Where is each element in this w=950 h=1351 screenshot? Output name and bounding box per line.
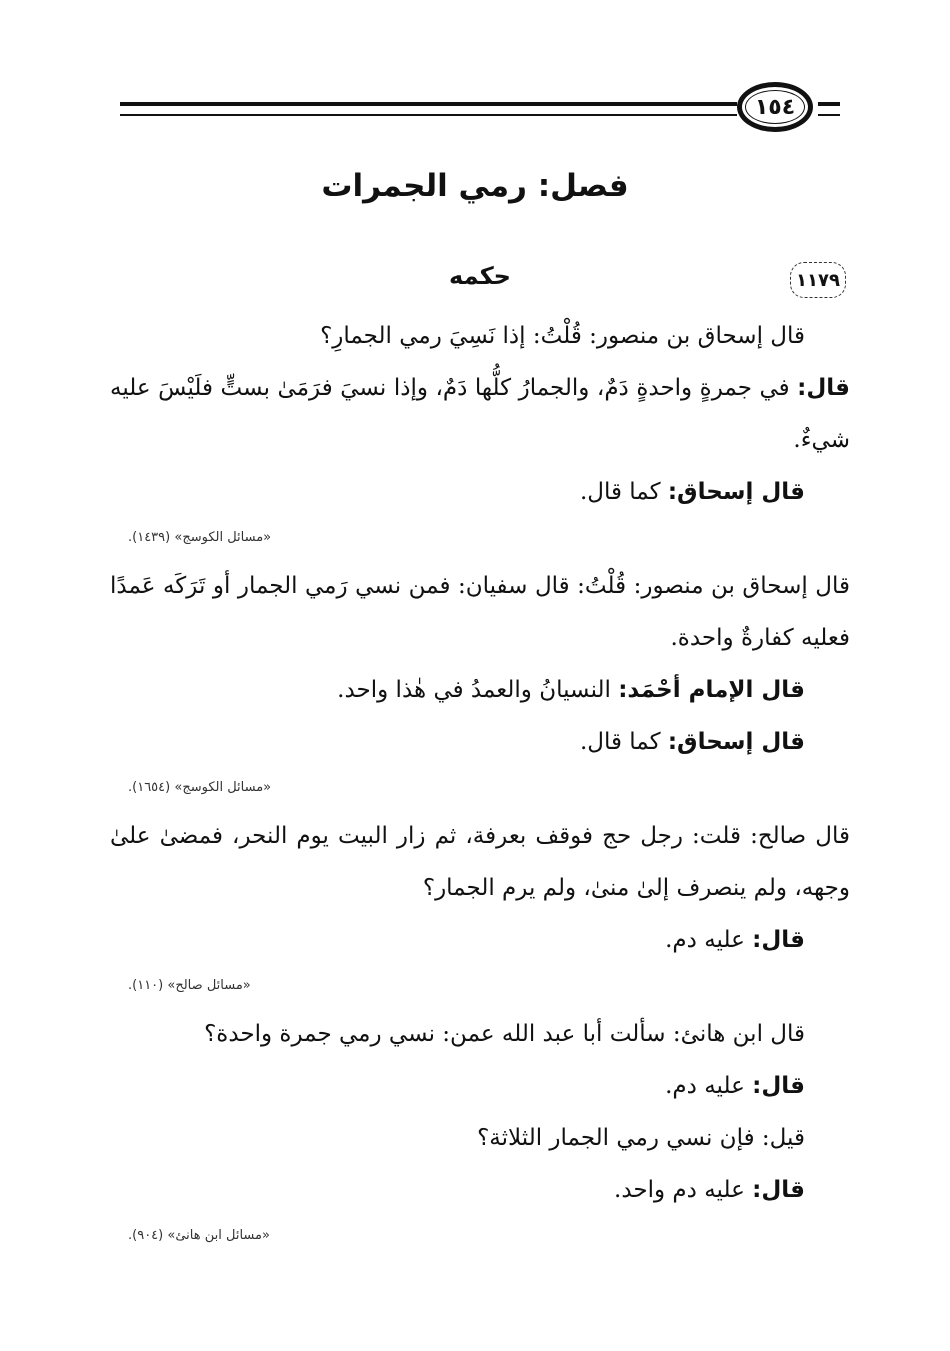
paragraph [110, 1112, 850, 1164]
chapter-title: فصل: رمي الجمرات [321, 168, 629, 204]
paragraph-text: قال ابن هانئ: سألت أبا عبد الله عمن: نسي رمي جمرة واحدة؟ [204, 1021, 805, 1047]
paragraph [110, 560, 850, 664]
speaker-label: قال: [752, 1177, 805, 1203]
source-citation: «مسائل الكوسج» (١٦٥٤). [128, 780, 272, 795]
speaker-label: قال إسحاق: [667, 729, 805, 755]
paragraph-text: عليه دم واحد. [614, 1177, 753, 1203]
header-rule-top [120, 102, 737, 106]
paragraph [110, 1164, 850, 1216]
paragraph [110, 716, 850, 768]
paragraph [110, 664, 850, 716]
source-citation: «مسائل ابن هانئ» (٩٠٤). [128, 1228, 270, 1243]
paragraph [110, 466, 850, 518]
section-subheading: حكمه [449, 262, 511, 290]
page-number-ornament [745, 90, 805, 124]
source-citation: «مسائل الكوسج» (١٤٣٩). [128, 530, 272, 545]
speaker-label: قال الإمام أحْمَد: [618, 677, 805, 703]
paragraph [110, 914, 850, 966]
header-rule-bottom-right [818, 114, 840, 116]
paragraph-text: قال صالح: قلت: رجل حج فوقف بعرفة، ثم زار البيت يوم النحر، فمضىٰ علىٰ وجهه، ولم ينصرف إلىٰ منىٰ، ولم يرم الجمار؟ [110, 823, 850, 901]
speaker-label: قال: [752, 1073, 805, 1099]
paragraph [110, 362, 850, 466]
page-number: ١٥٤ [754, 94, 796, 120]
source-citation: «مسائل صالح» (١١٠). [128, 978, 251, 993]
paragraph-text: قال إسحاق بن منصور: قُلْتُ: إذا نَسِيَ رمي الجمارِ؟ [320, 323, 805, 349]
paragraph [110, 310, 850, 362]
speaker-label: قال: [797, 375, 850, 401]
paragraph [110, 1060, 850, 1112]
paragraph-text: عليه دم. [665, 1073, 753, 1099]
paragraph-text: عليه دم. [665, 927, 753, 953]
speaker-label: قال إسحاق: [667, 479, 805, 505]
paragraph [110, 1008, 850, 1060]
page-number-badge [737, 82, 813, 132]
speaker-label: قال: [752, 927, 805, 953]
paragraph-text: كما قال. [579, 729, 668, 755]
paragraph-text: قال إسحاق بن منصور: قُلْتُ: قال سفيان: فمن نسي رَمي الجمار أو تَرَكَه عَمدًا فعليه كفارةٌ واحدة. [110, 573, 850, 651]
entry-number: ١١٧٩ [796, 269, 840, 291]
entry-number-badge [790, 262, 846, 298]
header-rule-bottom [120, 114, 737, 116]
main-text [110, 310, 850, 1258]
paragraph-text: النسيانُ والعمدُ في هٰذا واحد. [337, 677, 619, 703]
paragraph [110, 810, 850, 914]
paragraph-text: في جمرةٍ واحدةٍ دَمٌ، والجمارُ كلُّها دَمٌ، وإذا نسيَ فرَمَىٰ بستٍّ فلَيْسَ عليه شيءٌ. [110, 375, 850, 453]
paragraph-text: قيل: فإن نسي رمي الجمار الثلاثة؟ [477, 1125, 805, 1151]
paragraph-text: كما قال. [579, 479, 668, 505]
header-rule-top-right [818, 102, 840, 106]
